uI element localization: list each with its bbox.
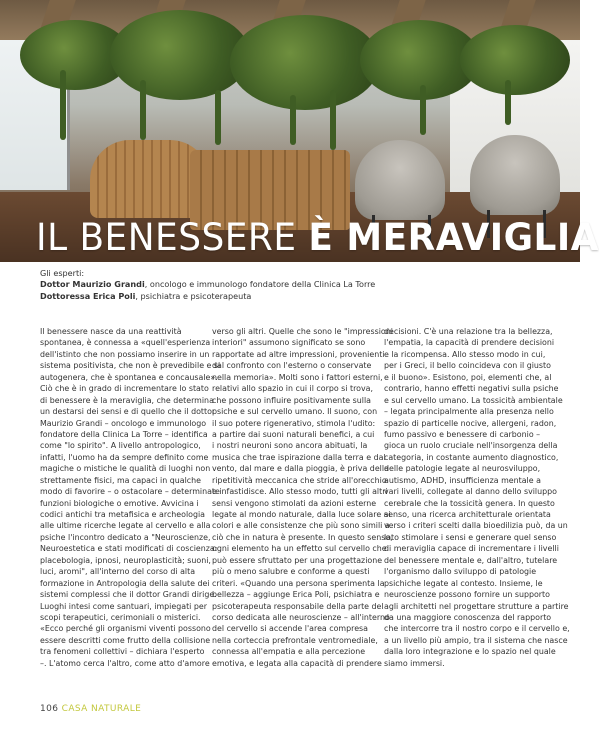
text-line: relativi allo spazio in cui il corpo si trova, [212, 384, 373, 394]
vine [215, 90, 221, 145]
text-line: e sul cervello umano. La tossicità ambientale [384, 395, 563, 405]
text-column-2 [212, 326, 393, 669]
text-line: gioca un ruolo cruciale nell'insorgenza della [384, 441, 558, 451]
text-line: può essere sfruttato per una progettazione [212, 555, 383, 565]
text-line: sistemi complessi che il dottor Grandi dirige. [40, 590, 217, 600]
text-line: il suo potere rigenerativo, stimola l'udito: [212, 418, 376, 428]
text-line: verso i criteri scelti dalla bioedilizia può, da un [384, 521, 568, 531]
text-line: del cervello si accende l'area compresa [212, 624, 368, 634]
text-line: interiori" assumono significato se sono [212, 338, 366, 348]
text-line: sistema positivista, che non è prevedibile e si [40, 361, 221, 371]
text-line: – legata principalmente alla presenza nello [384, 407, 554, 417]
hero-photo [0, 0, 599, 262]
headline-light: IL BENESSERE [36, 216, 309, 259]
text-line: dell'istinto che non possiamo inserire in un [40, 349, 210, 359]
text-line: che intercorre tra il nostro corpo e il cervello e, [384, 624, 570, 634]
text-line: ogni elemento ha un effetto sul cervello che [212, 544, 387, 554]
text-line: ripetitività meccanica che stride all'orecchio [212, 475, 387, 485]
text-line: dal confronto con l'esterno o conservate [212, 361, 372, 371]
text-line: luci, aromi", all'interno del corso di alta [40, 567, 196, 577]
expert-line [40, 291, 550, 302]
text-line: decisioni. C'è una relazione tra la bellezza, [384, 327, 553, 336]
text-line: tra fenomeni collettivi – dichiara l'esperto [40, 647, 205, 657]
text-line: cerebrale che la tossicità genera. In questo [384, 498, 555, 508]
page-footer [40, 704, 141, 714]
text-line: delle patologie legate al neurosviluppo, [384, 464, 541, 474]
hanging-plants [460, 25, 570, 95]
text-line: un destarsi dei sensi e di quello che il dottor [40, 407, 216, 417]
armchair [355, 140, 445, 220]
text-line: fondatore della Clinica La Torre – identifica [40, 429, 208, 439]
text-line: legate al mondo naturale, dalla luce solare ai [212, 510, 391, 519]
vine [60, 70, 66, 140]
text-line: musica che trae ispirazione dalla terra e dal [212, 452, 386, 462]
text-line: più o meno salubre e conforme a questi [212, 567, 370, 577]
text-line: e il buono». Esistono, poi, elementi che, al [384, 372, 552, 382]
text-line: Luoghi intesi come santuari, impiegati per [40, 601, 207, 611]
text-line: che possono influire positivamente sulla [212, 395, 371, 405]
page-number: 106 [40, 704, 59, 714]
text-line: scopi terapeutici, cerimoniali o misterici. [40, 612, 201, 622]
text-line: Neuroestetica e stati modificati di coscienza: [40, 544, 218, 554]
text-line: l'organismo dallo sviluppo di patologie [384, 567, 537, 577]
vine [420, 85, 426, 135]
text-line: «Ecco perché gli organismi viventi possono [40, 624, 211, 634]
experts-box [40, 268, 550, 302]
expert-line [40, 279, 550, 290]
text-line: a partire dai suoni naturali benefici, a cui [212, 429, 375, 439]
text-line: placebologia, ipnosi, neuroplasticità; suoni, [40, 555, 211, 565]
headline [36, 218, 599, 258]
text-line: colori e alle consistenze che più sono simili a [212, 521, 390, 531]
hanging-plants [110, 10, 250, 100]
headline-bold: È MERAVIGLIA [308, 216, 599, 259]
text-line: psiche e sul cervello umano. Il suono, con [212, 407, 378, 417]
text-line: psicoterapeuta responsabile della parte del [212, 601, 384, 611]
text-line: da una maggiore conoscenza del rapporto [384, 612, 552, 622]
expert-role: , psichiatra e psicoterapeuta [135, 290, 252, 301]
armchair [470, 135, 560, 215]
text-line: alle ultime ricerche legate al cervello e alla [40, 521, 211, 531]
text-line: –. L'atomo cerca l'altro, come atto d'amore [40, 658, 210, 668]
text-line: codici antichi tra metafisica e archeologia [40, 510, 206, 519]
text-line: essere descritti come frutto della collisione [40, 635, 211, 645]
text-line: bellezza – aggiunge Erica Poli, psichiatra e [212, 590, 380, 600]
text-line: autogenera, che è spontanea e concausale». [40, 372, 218, 382]
text-line: l'empatia, la capacità di prendere decisioni [384, 338, 555, 348]
text-line: come "lo spirito". A livello antropologico, [40, 441, 201, 451]
text-line: i nostri neuroni sono ancora abituati, la [212, 441, 368, 451]
text-line: fumo passivo e benessere di carbonio – [384, 429, 541, 439]
text-line: sensi vengono stimolati da azioni esterne [212, 498, 377, 508]
text-line: criteri. «Quando una persona sperimenta la [212, 578, 385, 588]
text-line: emotiva, e legata alla capacità di prendere [212, 658, 382, 668]
text-line: di meraviglia capace di incrementare i livelli [384, 544, 559, 554]
text-line: siamo immersi. [384, 658, 445, 668]
text-line: del benessere mentale e, dall'altro, tutelare [384, 555, 558, 565]
text-line: nella memoria». Molti sono i fattori esterni, [212, 372, 383, 382]
text-line: di benessere è la meraviglia, che determina [40, 395, 214, 405]
text-line: connessa all'empatia e alla percezione [212, 647, 366, 657]
text-line: formazione in Antropologia della salute dei [40, 578, 210, 588]
text-line: per i Greci, il bello coincideva con il giusto [384, 361, 551, 371]
text-line: vari livelli, collegate al danno dello sviluppo [384, 487, 557, 497]
text-line: vento, dal mare e dalla pioggia, è priva della [212, 464, 389, 474]
expert-name: Dottoressa Erica Poli [40, 290, 136, 301]
expert-role: , oncologo e immunologo fondatore della Clinica La Torre [144, 279, 376, 290]
vine [330, 90, 336, 150]
text-line: Il benessere nasce da una reattività [40, 327, 182, 336]
vine [290, 95, 296, 145]
text-line: Maurizio Grandi – oncologo e immunologo [40, 418, 207, 428]
text-line: neuroscienze possono fornire un supporto [384, 590, 550, 600]
text-line: spontanea, è connessa a «quell'esperienza [40, 338, 211, 348]
text-line: psiche l'incontro dedicato a "Neuroscienze, [40, 532, 211, 542]
text-line: infatti, l'uomo ha da sempre definito come [40, 452, 209, 462]
text-line: dalla loro integrazione e lo spazio nel quale [384, 647, 556, 657]
text-line: spazio di particelle nocive, allergeni, radon, [384, 418, 557, 428]
text-line: modo di favorire – o ostacolare – determinate [40, 487, 220, 497]
text-line: magiche o mistiche le qualità di luoghi non [40, 464, 211, 474]
magazine-name: CASA NATURALE [61, 704, 142, 714]
text-line: ciò che in natura è presente. In questo senso, [212, 532, 393, 542]
vine [140, 80, 146, 140]
text-line: nella corteccia prefrontale ventromediale, [212, 635, 378, 645]
experts-label: Gli esperti: [40, 268, 85, 278]
text-line: strettamente fisici, ma capaci in qualche [40, 475, 201, 485]
text-line: a un livello più ampio, tra il sistema che nasce [384, 635, 568, 645]
text-line: agli architetti nel progettare strutture a partire [384, 601, 569, 611]
text-line: funzioni biologiche o emotive. Avvicina i [40, 498, 199, 508]
text-line: psichiche legate al contesto. Insieme, le [384, 578, 543, 588]
text-line: Ciò che è in grado di incrementare lo stato [40, 384, 209, 394]
text-line: senso, una ricerca architetturale orientata [384, 510, 551, 519]
text-line: verso gli altri. Quelle che sono le "impressioni [212, 327, 393, 336]
text-line: categoria, in costante aumento diagnostico, [384, 452, 559, 462]
text-line: lato stimolare i sensi e generare quel senso [384, 532, 557, 542]
text-line: corso dedicata alle neuroscienze – all'interno [212, 612, 390, 622]
text-column-3 [384, 326, 570, 669]
text-line: e la ricompensa. Allo stesso modo in cui, [384, 349, 546, 359]
text-line: rapportate ad altre impressioni, provenienti [212, 349, 385, 359]
hanging-plants [230, 15, 380, 110]
text-line: e infastidisce. Allo stesso modo, tutti gli altri [212, 487, 388, 497]
vine [505, 80, 511, 125]
text-column-1 [40, 326, 221, 669]
expert-name: Dottor Maurizio Grandi [40, 279, 145, 290]
text-line: autismo, ADHD, insufficienza mentale a [384, 475, 541, 485]
text-line: contrario, hanno effetti negativi sulla psiche [384, 384, 559, 394]
